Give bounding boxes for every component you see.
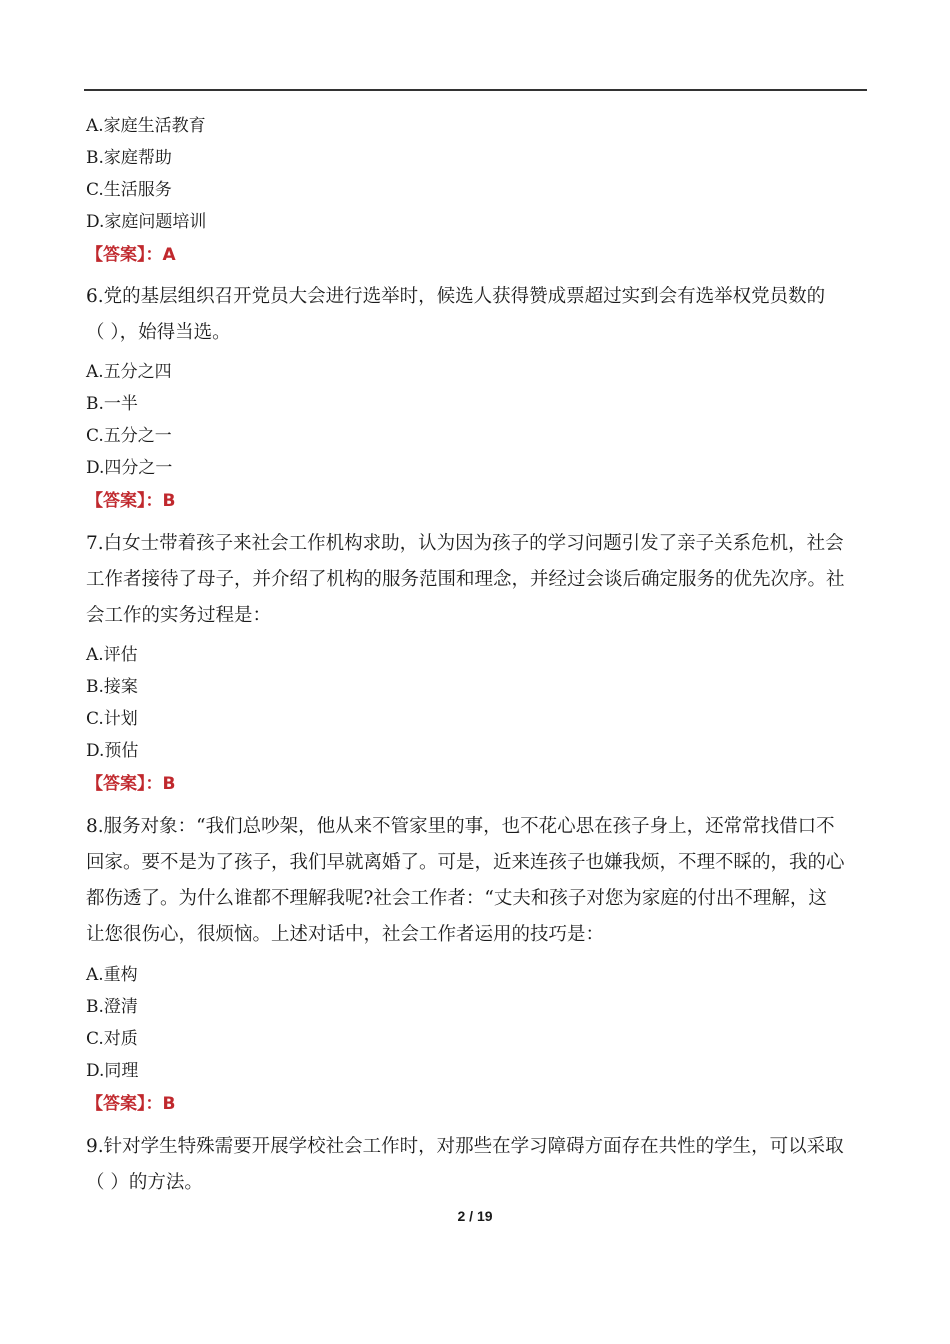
page-number: 2 / 19 (457, 1208, 493, 1224)
q5-option-a: A.家庭生活教育 (86, 116, 206, 136)
q6-option-c: C.五分之一 (86, 426, 172, 446)
header-rule (84, 89, 867, 91)
q8-option-c: C.对质 (86, 1029, 138, 1049)
q7-question-line-2: 工作者接待了母子，并介绍了机构的服务范围和理念，并经过会谈后确定服务的优先次序。社 (86, 569, 845, 590)
q8-question-line-2: 回家。要不是为了孩子，我们早就离婚了。可是，近来连孩子也嫌我烦，不理不睬的，我的心 (86, 852, 845, 873)
q5-option-b: B.家庭帮助 (86, 148, 172, 168)
q5-option-d: D.家庭问题培训 (86, 212, 207, 232)
q6-answer: 【答案】：B (86, 491, 176, 511)
q8-option-a: A.重构 (86, 965, 138, 985)
q8-question-line-1: 8.服务对象：“我们总吵架，他从来不管家里的事，也不花心思在孩子身上，还常常找借口不 (86, 816, 835, 837)
q6-option-a: A.五分之四 (86, 362, 172, 382)
q8-option-b: B.澄清 (86, 997, 138, 1017)
q8-option-d: D.同理 (86, 1061, 139, 1081)
q9-question-line-2: （ ）的方法。 (86, 1172, 203, 1193)
q7-option-b: B.接案 (86, 677, 138, 697)
q7-option-a: A.评估 (86, 645, 138, 665)
q7-answer: 【答案】：B (86, 774, 176, 794)
q6-question-line-2: （ ），始得当选。 (86, 322, 231, 343)
q8-question-line-4: 让您很伤心，很烦恼。上述对话中，社会工作者运用的技巧是： (86, 924, 605, 945)
q6-option-d: D.四分之一 (86, 458, 173, 478)
q7-question-line-3: 会工作的实务过程是： (86, 605, 272, 626)
q6-question-line-1: 6.党的基层组织召开党员大会进行选举时，候选人获得赞成票超过实到会有选举权党员数的 (86, 286, 826, 307)
q6-option-b: B.一半 (86, 394, 138, 414)
q8-answer: 【答案】：B (86, 1094, 176, 1114)
q8-question-line-3: 都伤透了。为什么谁都不理解我呢?社会工作者：“丈夫和孩子对您为家庭的付出不理解，这 (86, 888, 827, 909)
q9-question-line-1: 9.针对学生特殊需要开展学校社会工作时，对那些在学习障碍方面存在共性的学生，可以采取 (86, 1136, 844, 1157)
q5-answer: 【答案】：A (86, 245, 176, 265)
q7-option-d: D.预估 (86, 741, 139, 761)
q7-option-c: C.计划 (86, 709, 138, 729)
q7-question-line-1: 7.白女士带着孩子来社会工作机构求助，认为因为孩子的学习问题引发了亲子关系危机，社会 (86, 533, 844, 554)
q5-option-c: C.生活服务 (86, 180, 172, 200)
